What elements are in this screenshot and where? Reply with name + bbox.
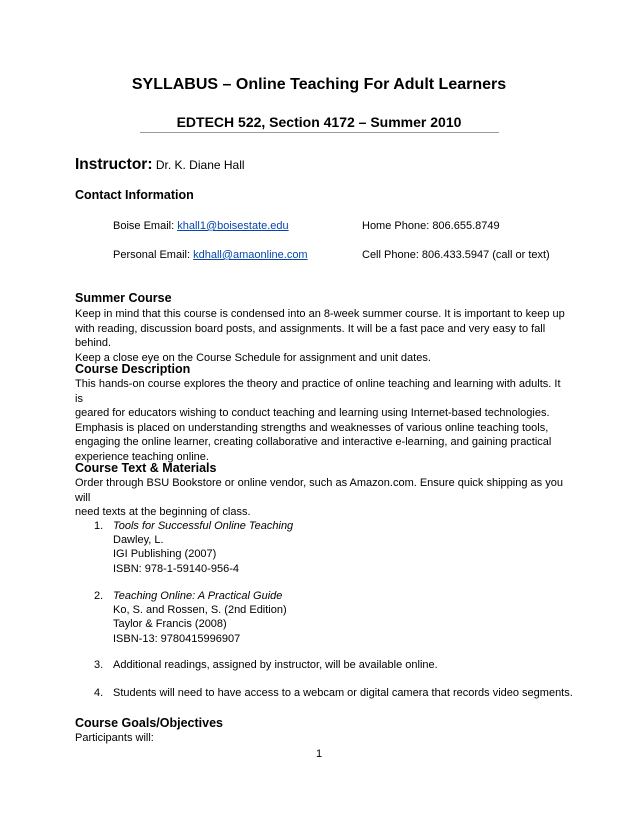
- course-subtitle: EDTECH 522, Section 4172 – Summer 2010: [176, 114, 462, 130]
- book-publisher: IGI Publishing (2007): [113, 548, 217, 561]
- book-author: Dawley, L.: [113, 534, 164, 547]
- materials-paragraph: [75, 476, 570, 520]
- instructor-name: Dr. K. Diane Hall: [155, 158, 245, 172]
- book-isbn: ISBN: 978-1-59140-956-4: [113, 562, 239, 575]
- course-description-paragraph: [75, 377, 570, 464]
- paragraph-line: Keep a close eye on the Course Schedule for assignment and unit dates.: [75, 351, 431, 364]
- instructor-label: Instructor:: [75, 156, 153, 173]
- instructor-line: [75, 156, 245, 174]
- boise-email-link[interactable]: khall1@boisestate.edu: [177, 220, 289, 232]
- boise-email-label: Boise Email:: [113, 220, 178, 232]
- paragraph-line: with reading, discussion board posts, and assignments. It will be a fast pace and very easy to fall behind.: [75, 322, 546, 349]
- paragraph-line: Emphasis is placed on understanding strengths and weaknesses of various online teaching tools,: [75, 421, 549, 434]
- book-author: Ko, S. and Rossen, S. (2nd Edition): [113, 604, 287, 617]
- book-isbn: ISBN-13: 9780415996907: [113, 632, 241, 645]
- summer-course-paragraph: [75, 307, 570, 365]
- personal-email-line: [113, 249, 308, 261]
- book-title: Teaching Online: A Practical Guide: [113, 590, 283, 602]
- personal-email-link[interactable]: kdhall@amaonline.com: [193, 249, 308, 261]
- paragraph-line: Order through BSU Bookstore or online vendor, such as Amazon.com. Ensure quick shipping as you will: [75, 477, 563, 504]
- page-title: SYLLABUS – Online Teaching For Adult Learners: [131, 76, 507, 93]
- book-title: Tools for Successful Online Teaching: [113, 520, 294, 532]
- list-item-text: Additional readings, assigned by instructor, will be available online.: [113, 659, 438, 671]
- paragraph-line: This hands-on course explores the theory and practice of online teaching and learning with adults. It is: [75, 378, 561, 405]
- paragraph-line: need texts at the beginning of class.: [75, 506, 251, 518]
- page-number: 1: [315, 748, 323, 760]
- paragraph-line: experience teaching online.: [75, 450, 209, 463]
- home-phone: Home Phone: 806.655.8749: [362, 220, 500, 232]
- contact-heading: Contact Information: [75, 188, 194, 202]
- personal-email-label: Personal Email:: [113, 249, 194, 261]
- paragraph-line: Keep in mind that this course is condensed into an 8-week summer course. It is important to keep up: [75, 308, 565, 320]
- summer-course-heading: Summer Course: [75, 291, 172, 305]
- list-number: 2.: [94, 590, 104, 602]
- list-number: 3.: [94, 659, 104, 671]
- list-number: 1.: [94, 520, 104, 532]
- paragraph-line: engaging the online learner, creating collaborative and interactive e-learning, and gaining practical: [75, 436, 552, 448]
- list-number: 4.: [94, 687, 104, 699]
- boise-email-line: [113, 220, 289, 232]
- course-description-heading: Course Description: [75, 362, 191, 376]
- materials-heading: Course Text & Materials: [75, 461, 217, 475]
- paragraph-line: geared for educators wishing to conduct teaching and learning using Internet-based technologies.: [75, 407, 550, 419]
- book-publisher: Taylor & Francis (2008): [113, 618, 227, 631]
- cell-phone: Cell Phone: 806.433.5947 (call or text): [362, 249, 550, 261]
- goals-heading: Course Goals/Objectives: [75, 716, 223, 730]
- list-item-text: Students will need to have access to a webcam or digital camera that records video segments.: [113, 687, 573, 699]
- title-divider: [140, 132, 499, 133]
- goals-intro: Participants will:: [75, 732, 154, 744]
